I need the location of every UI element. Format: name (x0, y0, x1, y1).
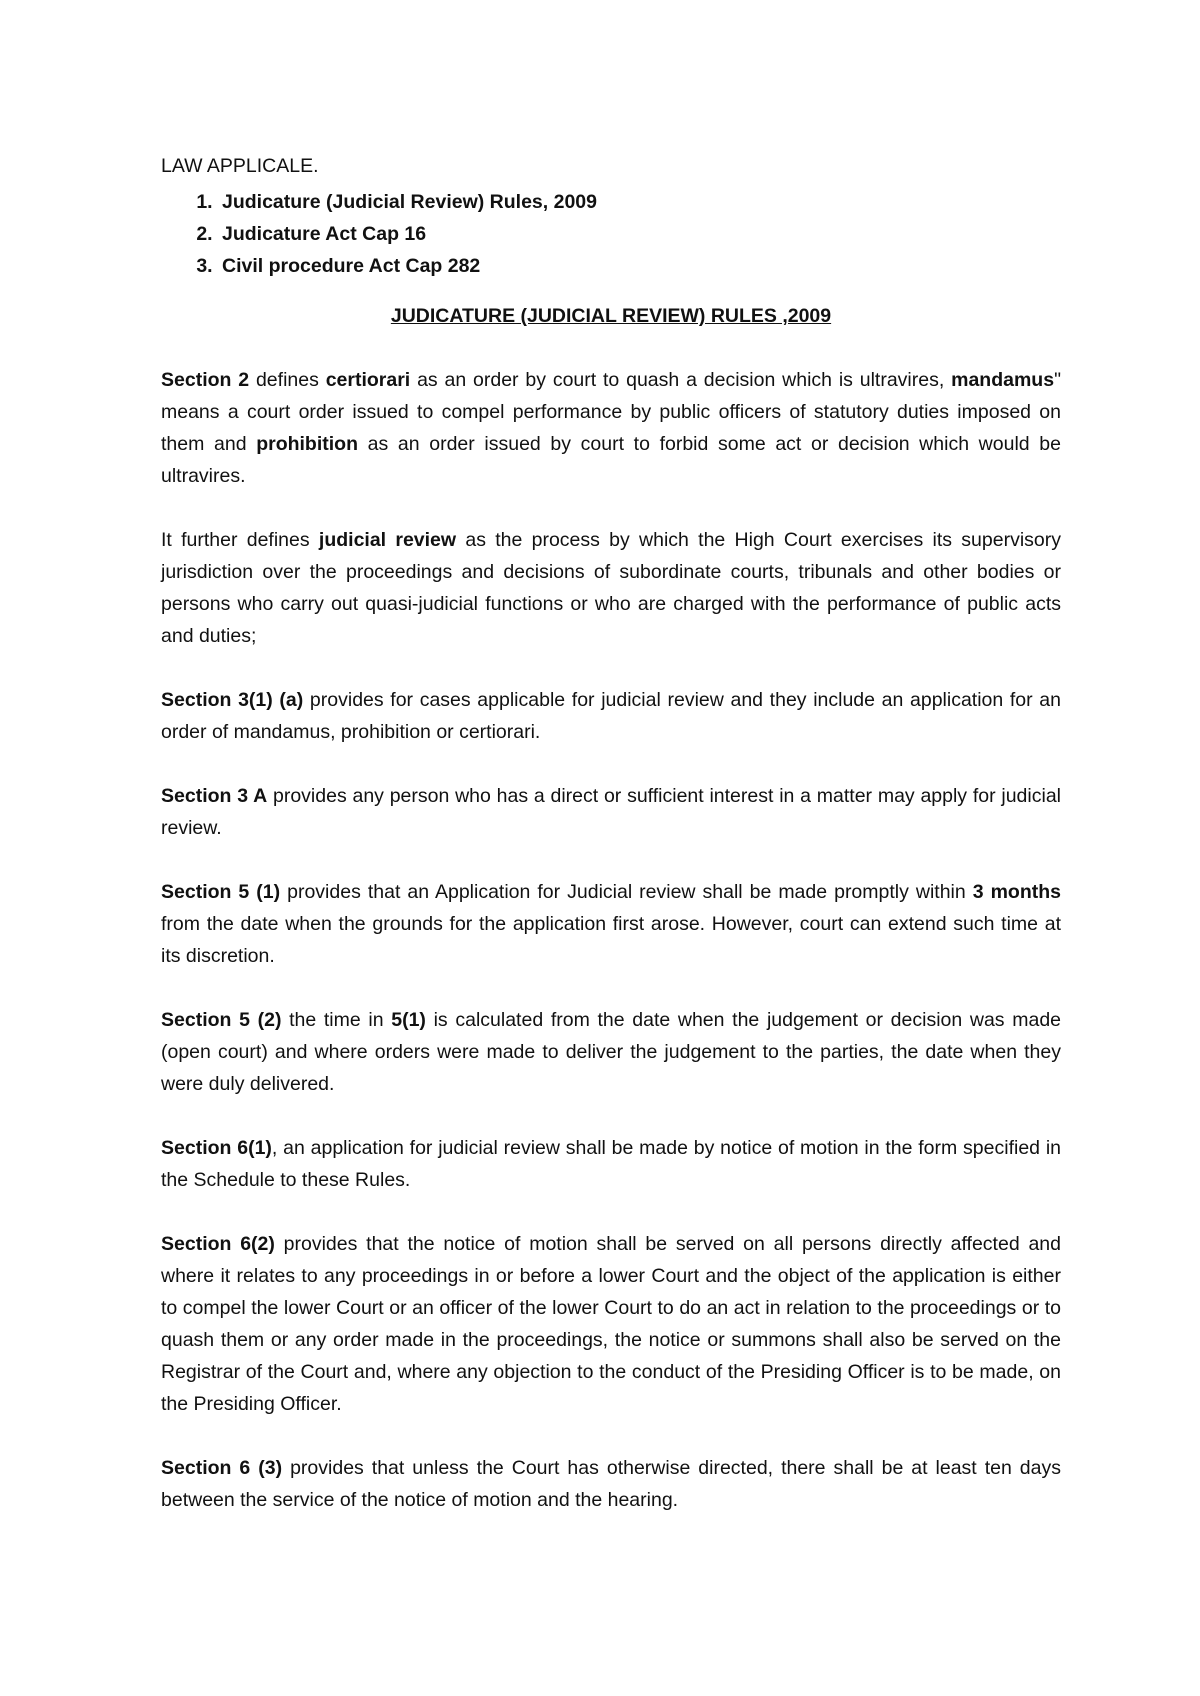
paragraph-judicial-review-definition (161, 524, 1061, 652)
text: provides that unless the Court has otherwise directed, there shall be at least ten days between the service of the notice of motion and the hearing. (161, 1457, 1061, 1511)
section-title (161, 300, 1061, 332)
term: mandamus (951, 369, 1055, 391)
text: is calculated from the date when the judgement or decision was made (open court) and where orders were made to deliver the judgement to the parties, the date when they were duly delivered. (161, 1009, 1062, 1095)
term: certiorari (325, 369, 411, 391)
section-ref: Section 5 (2) (161, 1009, 282, 1031)
section-ref: Section 6(2) (161, 1233, 275, 1255)
section-ref: Section 6 (3) (161, 1457, 283, 1479)
section-ref: Section 3(1) (a) (161, 689, 304, 711)
section-ref: Section 3 A (161, 785, 268, 807)
term: judicial review (318, 529, 457, 551)
term: prohibition (256, 433, 358, 455)
text: the time in (281, 1009, 392, 1031)
applicable-laws-list (161, 186, 1061, 282)
law-item: 3. Civil procedure Act Cap 282 (218, 250, 1061, 282)
term: 5(1) (391, 1009, 426, 1031)
section-title-text: JUDICATURE (JUDICIAL REVIEW) RULES ,2009 (390, 305, 832, 327)
paragraph-section-2 (161, 364, 1061, 492)
text: from the date when the grounds for the application first arose. However, court can extend such time at its discretion. (161, 913, 1061, 967)
text: It further defines (161, 529, 319, 551)
text: defines (249, 369, 326, 391)
law-item: 2. Judicature Act Cap 16 (218, 218, 1061, 250)
document-page (161, 150, 1061, 1516)
text: " means a court order issued to compel performance by public officers of statutory duties imposed on them and (161, 369, 1061, 455)
paragraph-section-3-1-a (161, 684, 1061, 748)
paragraph-section-5-2 (161, 1004, 1061, 1100)
text: provides for cases applicable for judicial review and they include an application for an order of mandamus, prohibition or certiorari. (161, 689, 1061, 743)
text: provides that the notice of motion shall be served on all persons directly affected and where it relates to any proceedings in or before a lower Court and the object of the application is either to compel the lower Court or an officer of the lower Court to do an act in relation to the proceedings or to quash them or any order made in the proceedings, the notice or summons shall also be served on the Registrar of the Court and, where any objection to the conduct of the Presiding Officer is to be made, on the Presiding Officer. (161, 1233, 1061, 1415)
paragraph-section-6-2 (161, 1228, 1061, 1420)
paragraph-section-6-1 (161, 1132, 1061, 1196)
text: provides that an Application for Judicial review shall be made promptly within (280, 881, 973, 903)
text: as the process by which the High Court exercises its supervisory jurisdiction over the proceedings and decisions of subordinate courts, tribunals and other bodies or persons who carry out quasi-judicial functions or who are charged with the performance of public acts and duties; (161, 529, 1062, 647)
law-item: 1. Judicature (Judicial Review) Rules, 2009 (218, 186, 1061, 218)
paragraph-section-5-1 (161, 876, 1061, 972)
paragraph-section-6-3 (161, 1452, 1061, 1516)
section-ref: Section 5 (1) (161, 881, 281, 903)
section-ref: Section 2 (161, 369, 250, 391)
text: as an order by court to quash a decision which is ultravires, (410, 369, 952, 391)
text: as an order issued by court to forbid some act or decision which would be ultravires. (161, 433, 1061, 487)
text: , an application for judicial review shall be made by notice of motion in the form specified in the Schedule to these Rules. (161, 1137, 1061, 1191)
law-applicable-heading: LAW APPLICALE. (161, 155, 319, 177)
paragraph-section-3a (161, 780, 1061, 844)
section-ref: Section 6(1) (161, 1137, 272, 1159)
term: 3 months (972, 881, 1061, 903)
text: provides any person who has a direct or sufficient interest in a matter may apply for judicial review. (161, 785, 1061, 839)
